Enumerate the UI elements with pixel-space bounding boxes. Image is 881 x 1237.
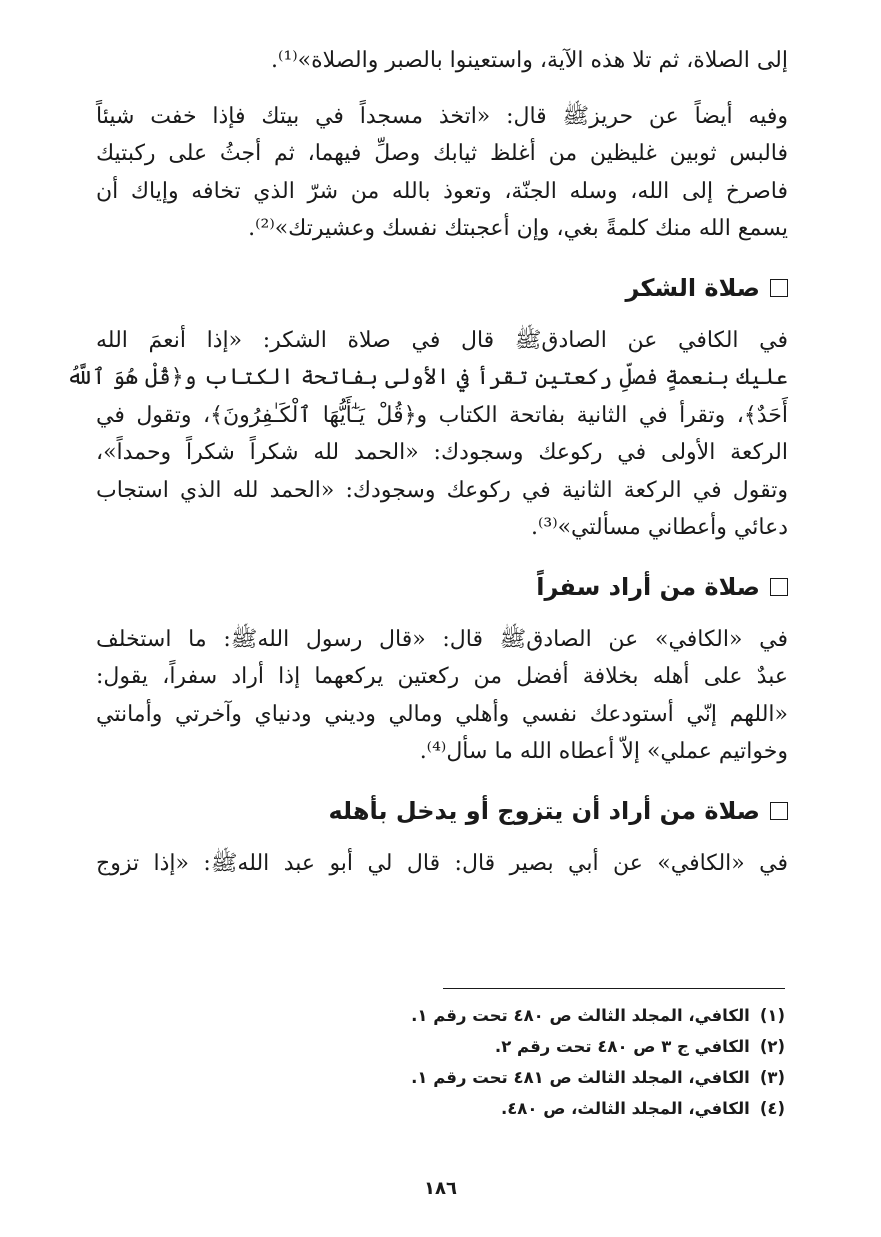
section-heading-gratitude-prayer [96, 266, 788, 310]
hariz-paragraph [96, 98, 788, 248]
marriage-prayer-paragraph [96, 845, 788, 883]
section-title: صلاة الشكر [625, 273, 760, 302]
text-line: دعائي وأعطاني مسألتي»⁽³⁾. [530, 515, 788, 540]
footnote [365, 1093, 785, 1124]
footnote [365, 1031, 785, 1062]
text-line: «اللهم إنّي أستودعك نفسي وأهلي ومالي وديني ودنياي وآخرتي وأمانتي [96, 701, 788, 727]
section-heading-marriage-prayer [96, 789, 788, 833]
footnote-number: (٤) [759, 1099, 785, 1118]
footnote-number: (١) [759, 1006, 785, 1025]
text-line: وتقول في الركعة الثانية في ركوعك وسجودك: «الحمد لله الذي استجاب [96, 477, 788, 503]
text-line: عبدٌ على أهله بخلافة أفضل من ركعتين يركعهما إذا أراد سفراً، يقول: [96, 664, 788, 689]
footnote-number: (٣) [759, 1068, 785, 1087]
gratitude-prayer-paragraph [66, 322, 788, 547]
checkbox-icon [770, 802, 788, 820]
text-line: في «الكافي» عن أبي بصير قال: قال لي أبو عبد اللهﷺ: «إذا تزوج [96, 850, 788, 876]
text-line: فاصرخ إلى الله، وسله الجنّة، وتعوذ بالله من شرّ الذي تخافه وإياك أن [96, 178, 788, 204]
text-line: عليك بنعمةٍ فصلِّ ركعتين تقرأ في الأولى بفاتحة الكتاب و﴿قُلْ هُوَ ٱللَّهُ [66, 365, 788, 390]
footnote-text: الكافي ج ٣ ص ٤٨٠ تحت رقم ٢. [494, 1037, 750, 1056]
section-title: صلاة من أراد أن يتزوج أو يدخل بأهله [328, 796, 760, 825]
text-line: وخواتيم عملي» إلاّ أعطاه الله ما سأل⁽⁴⁾. [419, 739, 788, 764]
intro-paragraph [96, 42, 788, 80]
checkbox-icon [770, 578, 788, 596]
text-line: الركعة الأولى في ركوعك وسجودك: «الحمد لله شكراً شكراً وحمداً»، [96, 440, 788, 465]
footnote [365, 1000, 785, 1031]
section-heading-travel-prayer [96, 565, 788, 609]
text-line: إلى الصلاة، ثم تلا هذه الآية، واستعينوا بالصبر والصلاة»⁽¹⁾. [271, 48, 788, 73]
footnote-text: الكافي، المجلد الثالث، ص ٤٨٠. [500, 1099, 750, 1118]
page-number: ١٨٦ [424, 1178, 457, 1199]
text-line: أَحَدٌ﴾، وتقرأ في الثانية بفاتحة الكتاب و﴿قُلْ يَـٰٓأَيُّهَا ٱلْكَـٰفِرُونَ﴾، وتقول في [96, 402, 788, 428]
footnote-text: الكافي، المجلد الثالث ص ٤٨٠ تحت رقم ١. [411, 1006, 750, 1025]
footnotes [365, 1000, 785, 1124]
checkbox-icon [770, 279, 788, 297]
text-line: فالبس ثوبين غليظين من أغلظ ثيابك وصلِّ فيهما، ثم أجثُ على ركبتيك [96, 141, 788, 166]
footnote-text: الكافي، المجلد الثالث ص ٤٨١ تحت رقم ١. [411, 1068, 750, 1087]
text-line: في «الكافي» عن الصادقﷺ قال: «قال رسول اللهﷺ: ما استخلف [96, 626, 788, 652]
text-line: يسمع الله منك كلمةً بغي، وإن أعجبتك نفسك وعشيرتك»⁽²⁾. [248, 216, 788, 241]
footnote [365, 1062, 785, 1093]
text-line: وفيه أيضاً عن حريزﷺ قال: «اتخذ مسجداً في بيتك فإذا خفت شيئاً [96, 103, 788, 129]
footnote-number: (٢) [759, 1037, 785, 1056]
footnote-divider [443, 988, 785, 989]
section-title: صلاة من أراد سفراً [536, 572, 760, 601]
page-body [66, 40, 788, 900]
travel-prayer-paragraph [96, 621, 788, 771]
text-line: في الكافي عن الصادقﷺ قال في صلاة الشكر: «إذا أنعمَ الله [96, 327, 788, 353]
